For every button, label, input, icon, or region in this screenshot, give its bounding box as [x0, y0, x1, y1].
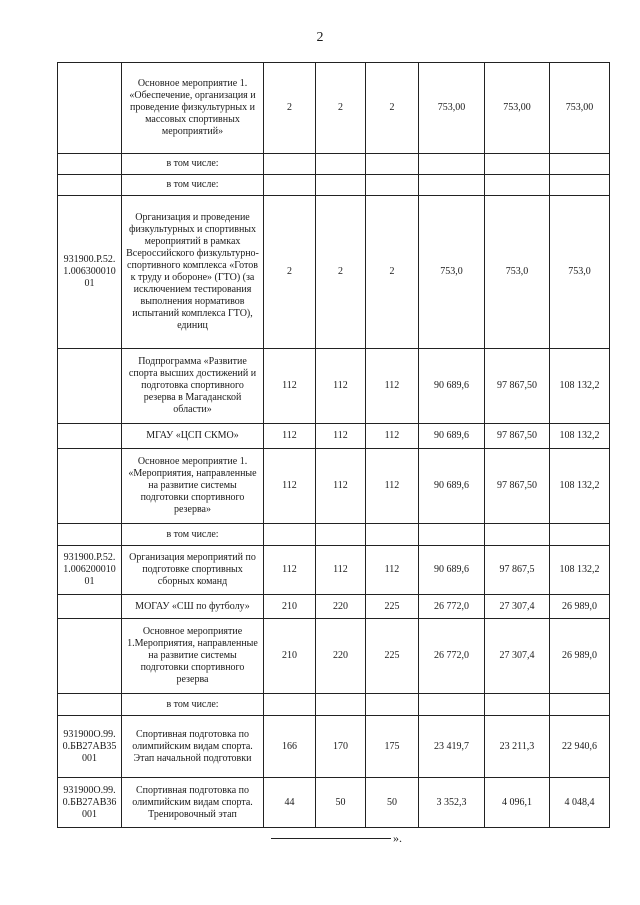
value-cell: 112 [316, 424, 366, 449]
table-row [58, 524, 610, 546]
table-row [58, 175, 610, 196]
row-name: МОГАУ «СШ по футболу» [122, 595, 264, 619]
row-code [58, 424, 122, 449]
amount-cell: 97 867,50 [485, 449, 550, 524]
table-row [58, 449, 610, 524]
amount-cell [485, 154, 550, 175]
value-cell: 210 [264, 619, 316, 694]
row-code [58, 349, 122, 424]
row-code: 931900О.99. 0.БВ27АВ36 001 [58, 778, 122, 828]
row-name: Основное мероприятие 1.Мероприятия, направленные на развитие системы подготовки спортивного резерва [122, 619, 264, 694]
value-cell: 210 [264, 595, 316, 619]
value-cell: 112 [366, 449, 419, 524]
amount-cell: 753,0 [550, 196, 610, 349]
amount-cell: 26 772,0 [419, 595, 485, 619]
amount-cell: 90 689,6 [419, 449, 485, 524]
table-row [58, 619, 610, 694]
amount-cell: 3 352,3 [419, 778, 485, 828]
value-cell [366, 524, 419, 546]
table-row [58, 63, 610, 154]
amount-cell: 753,00 [485, 63, 550, 154]
signature-line [271, 838, 391, 839]
row-code [58, 524, 122, 546]
value-cell: 220 [316, 595, 366, 619]
value-cell [264, 154, 316, 175]
value-cell: 112 [264, 449, 316, 524]
amount-cell: 26 989,0 [550, 595, 610, 619]
value-cell: 2 [366, 196, 419, 349]
value-cell: 112 [366, 546, 419, 595]
amount-cell: 753,0 [485, 196, 550, 349]
value-cell: 50 [316, 778, 366, 828]
amount-cell [485, 524, 550, 546]
amount-cell: 753,00 [550, 63, 610, 154]
amount-cell: 27 307,4 [485, 619, 550, 694]
row-name: Основное мероприятие 1. «Мероприятия, направленные на развитие системы подготовки спортивного резерва» [122, 449, 264, 524]
amount-cell [550, 175, 610, 196]
value-cell: 225 [366, 619, 419, 694]
amount-cell: 23 211,3 [485, 716, 550, 778]
row-name: Организация и проведение физкультурных и спортивных мероприятий в рамках Всероссийского физкультурно-спортивного комплекса «Готов к труду и обороне» (ГТО) (за исключением тестирования выполнения нормативов испытаний комплекса ГТО), единиц [122, 196, 264, 349]
value-cell: 112 [316, 349, 366, 424]
value-cell: 2 [366, 63, 419, 154]
page-number: 2 [316, 30, 324, 45]
value-cell: 50 [366, 778, 419, 828]
value-cell [264, 694, 316, 716]
value-cell [316, 694, 366, 716]
closing-quote: ». [393, 831, 402, 845]
value-cell: 2 [264, 63, 316, 154]
row-name: Организация мероприятий по подготовке спортивных сборных команд [122, 546, 264, 595]
row-name: в том числе: [122, 524, 264, 546]
table-row [58, 694, 610, 716]
value-cell: 112 [366, 349, 419, 424]
table-row [58, 778, 610, 828]
row-code [58, 63, 122, 154]
value-cell [316, 154, 366, 175]
row-name: в том числе: [122, 154, 264, 175]
value-cell: 112 [366, 424, 419, 449]
row-code [58, 449, 122, 524]
table-row [58, 595, 610, 619]
amount-cell [419, 175, 485, 196]
amount-cell: 108 132,2 [550, 424, 610, 449]
funding-table [57, 62, 610, 828]
amount-cell: 97 867,5 [485, 546, 550, 595]
value-cell: 2 [316, 63, 366, 154]
amount-cell: 26 989,0 [550, 619, 610, 694]
amount-cell [419, 154, 485, 175]
amount-cell [550, 154, 610, 175]
value-cell [366, 175, 419, 196]
table-row [58, 716, 610, 778]
value-cell [264, 524, 316, 546]
amount-cell [485, 175, 550, 196]
value-cell: 112 [316, 546, 366, 595]
table-row [58, 154, 610, 175]
value-cell: 112 [264, 349, 316, 424]
value-cell: 2 [264, 196, 316, 349]
table-row [58, 546, 610, 595]
amount-cell: 97 867,50 [485, 424, 550, 449]
amount-cell: 753,0 [419, 196, 485, 349]
amount-cell: 108 132,2 [550, 349, 610, 424]
row-code: 931900.Р.52. 1.006300010 01 [58, 196, 122, 349]
row-name: Основное мероприятие 1. «Обеспечение, организация и проведение физкультурных и массовых спортивных мероприятий» [122, 63, 264, 154]
table-row [58, 196, 610, 349]
row-name: Спортивная подготовка по олимпийским видам спорта. Этап начальной подготовки [122, 716, 264, 778]
value-cell [316, 524, 366, 546]
value-cell: 112 [316, 449, 366, 524]
amount-cell: 97 867,50 [485, 349, 550, 424]
amount-cell: 23 419,7 [419, 716, 485, 778]
row-code [58, 619, 122, 694]
amount-cell: 27 307,4 [485, 595, 550, 619]
row-name: МГАУ «ЦСП СКМО» [122, 424, 264, 449]
row-name: Спортивная подготовка по олимпийским видам спорта. Тренировочный этап [122, 778, 264, 828]
value-cell [264, 175, 316, 196]
value-cell: 112 [264, 546, 316, 595]
amount-cell: 4 048,4 [550, 778, 610, 828]
amount-cell [550, 694, 610, 716]
amount-cell: 90 689,6 [419, 424, 485, 449]
row-code: 931900.Р.52. 1.006200010 01 [58, 546, 122, 595]
row-name: Подпрограмма «Развитие спорта высших достижений и подготовка спортивного резерва в Магаданской области» [122, 349, 264, 424]
value-cell: 175 [366, 716, 419, 778]
amount-cell [419, 694, 485, 716]
row-name: в том числе: [122, 694, 264, 716]
table-row [58, 424, 610, 449]
amount-cell: 90 689,6 [419, 349, 485, 424]
table-row [58, 349, 610, 424]
amount-cell: 108 132,2 [550, 546, 610, 595]
amount-cell: 753,00 [419, 63, 485, 154]
amount-cell: 108 132,2 [550, 449, 610, 524]
value-cell: 166 [264, 716, 316, 778]
amount-cell: 26 772,0 [419, 619, 485, 694]
row-code [58, 694, 122, 716]
amount-cell [419, 524, 485, 546]
amount-cell: 22 940,6 [550, 716, 610, 778]
value-cell: 225 [366, 595, 419, 619]
row-code: 931900О.99. 0.БВ27АВ35 001 [58, 716, 122, 778]
amount-cell [550, 524, 610, 546]
value-cell [316, 175, 366, 196]
amount-cell: 4 096,1 [485, 778, 550, 828]
value-cell: 2 [316, 196, 366, 349]
amount-cell [485, 694, 550, 716]
value-cell: 220 [316, 619, 366, 694]
value-cell: 44 [264, 778, 316, 828]
amount-cell: 90 689,6 [419, 546, 485, 595]
value-cell [366, 694, 419, 716]
row-code [58, 154, 122, 175]
row-code [58, 595, 122, 619]
value-cell: 112 [264, 424, 316, 449]
value-cell [366, 154, 419, 175]
row-code [58, 175, 122, 196]
value-cell: 170 [316, 716, 366, 778]
row-name: в том числе: [122, 175, 264, 196]
